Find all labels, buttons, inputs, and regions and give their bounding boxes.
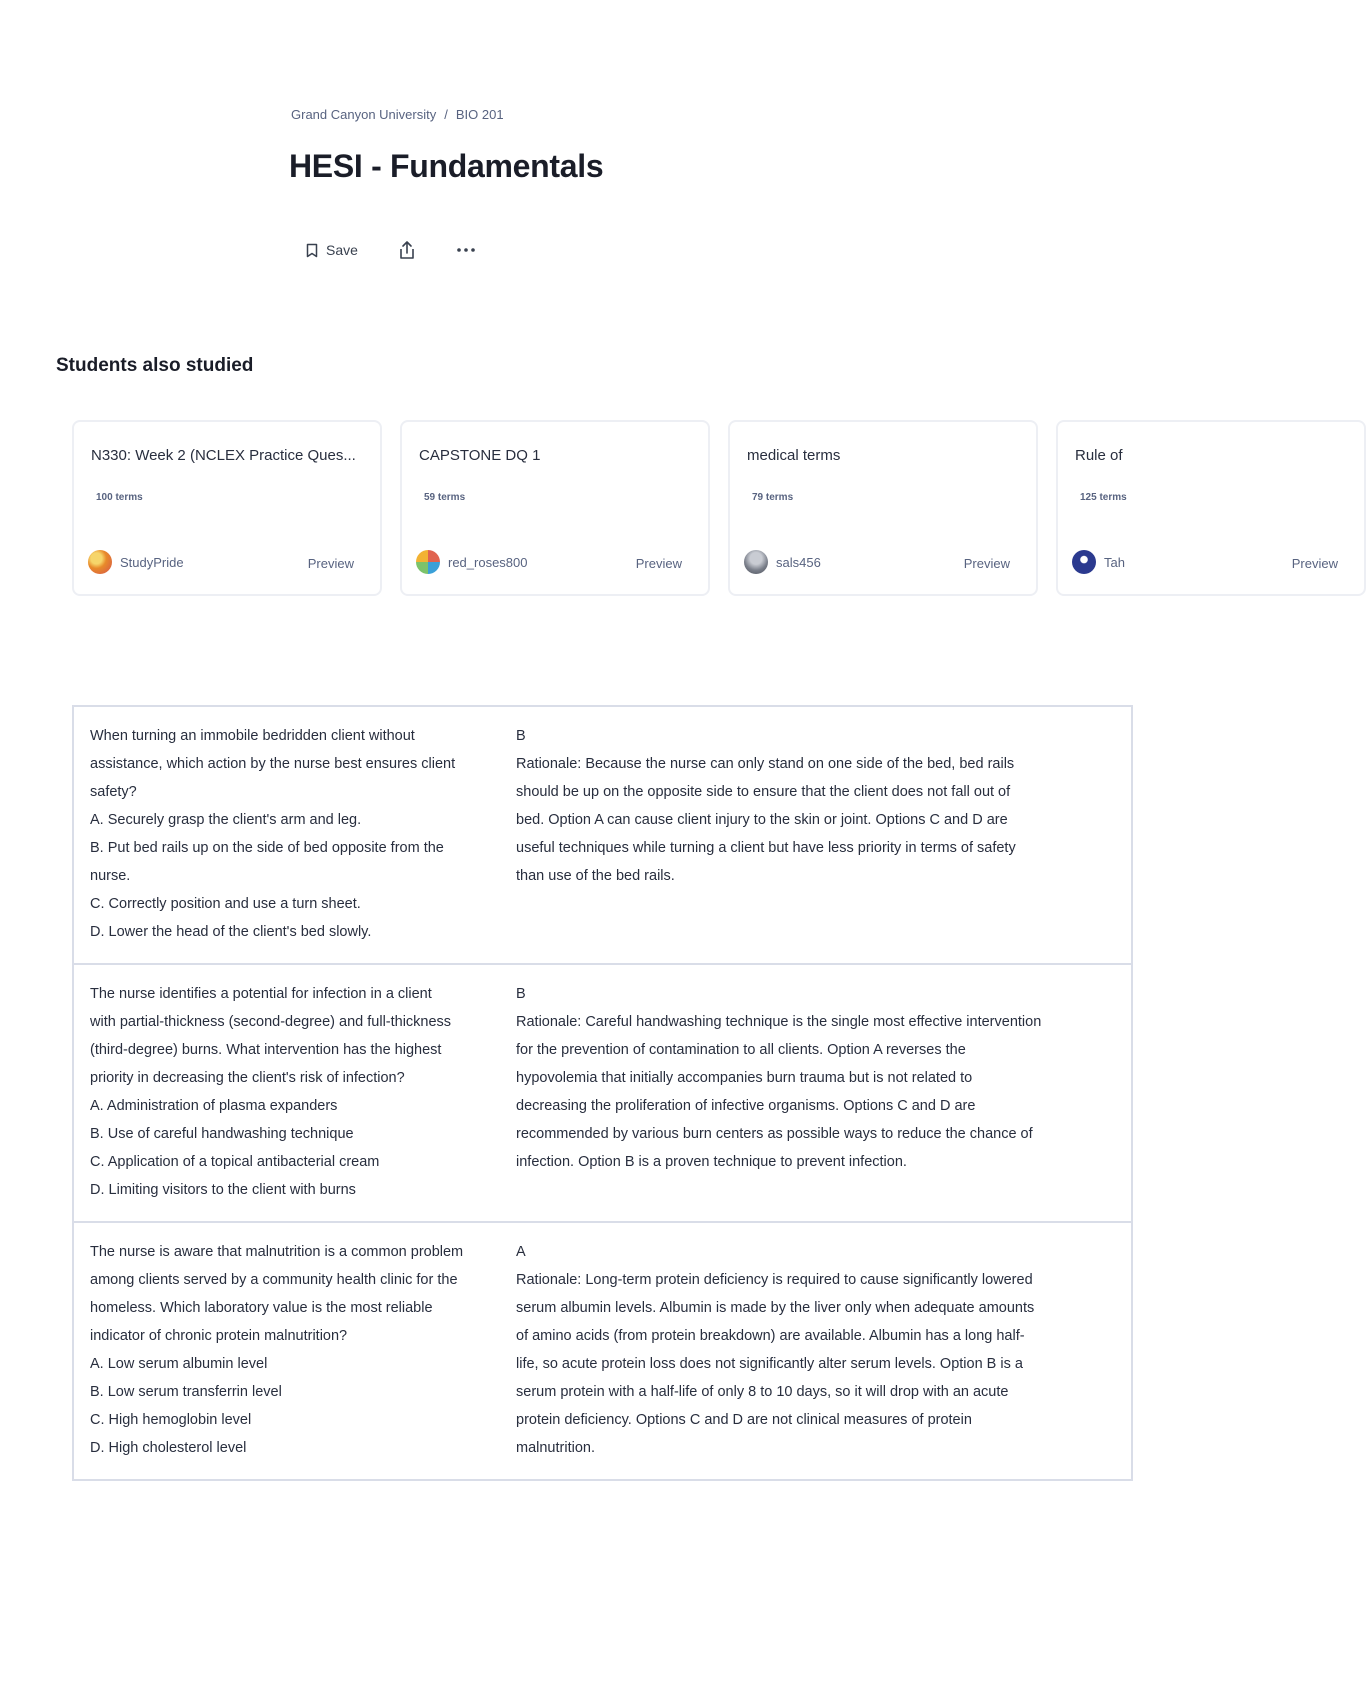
card-title: Rule of [1075,447,1123,464]
avatar [744,550,768,574]
preview-button[interactable]: Preview [963,556,1010,571]
related-set-card[interactable] [72,420,382,596]
card-author-name: red_roses800 [448,554,528,570]
card-author[interactable] [416,550,528,574]
card-term-count: 100 terms [96,492,143,503]
card-term-count: 79 terms [752,492,794,503]
breadcrumb [291,107,504,122]
flashcard-term: The nurse identifies a potential for infection in a client with partial-thickness (second-degree) and full-thickness (third-degree) burns. What intervention has the highest priority in decreasing the client's risk of infection? A. Administration of plasma expanders B. Use of careful handwashing technique C. Application of a topical antibacterial cream D. Limiting visitors to the client with burns [90,986,452,1198]
card-author-name: Tah [1104,554,1125,570]
save-label: Save [326,242,358,258]
flashcard-definition: A Rationale: Long-term protein deficiency is required to cause significantly lowered serum albumin levels. Albumin is made by the liver only when adequate amounts of amino acids (from protein breakdown) are available. Albumin has a long half- life, so acute protein loss does not significantly alter serum levels. Option B is a serum protein with a half-life of only 8 to 10 days, so it will drop with an acute protein deficiency. Options C and D are not clinical measures of protein malnutrition. [516,1244,1035,1456]
avatar [88,550,112,574]
card-author[interactable] [744,550,821,574]
set-actions [300,236,482,264]
card-author-name: StudyPride [120,554,184,570]
breadcrumb-item-school[interactable]: Grand Canyon University [291,107,437,122]
card-title: CAPSTONE DQ 1 [419,447,541,464]
flashcard-term: The nurse is aware that malnutrition is a common problem among clients served by a community health clinic for the homeless. Which laboratory value is the most reliable indicator of chronic protein malnutrition? A. Low serum albumin level B. Low serum transferrin level C. High hemoglobin level D. High cholesterol level [90,1244,464,1456]
related-set-card[interactable] [1056,420,1366,596]
students-also-studied-heading: Students also studied [56,355,254,376]
flashcard-row [74,1221,1131,1479]
breadcrumb-separator: / [444,107,448,122]
avatar [1072,550,1096,574]
breadcrumb-item-course[interactable]: BIO 201 [455,107,504,122]
page-title: HESI - Fundamentals [289,148,604,184]
card-term-count: 125 terms [1080,492,1127,503]
card-title: medical terms [747,447,841,464]
flashcard-term: When turning an immobile bedridden client without assistance, which action by the nurse best ensures client safety? A. Securely grasp the client's arm and leg. B. Put bed rails up on the side of bed opposite from the nurse. C. Correctly position and use a turn sheet. D. Lower the head of the client's bed slowly. [90,728,456,940]
related-sets-carousel [72,420,1338,605]
flashcard-row [74,963,1131,1221]
preview-button[interactable]: Preview [307,556,354,571]
bookmark-icon [306,243,318,258]
avatar [416,550,440,574]
related-set-card[interactable] [728,420,1038,596]
flashcard-definition: B Rationale: Careful handwashing technique is the single most effective intervention for the prevention of contamination to all clients. Option A reverses the hypovolemia that initially accompanies burn trauma but is not related to decreasing the proliferation of infective organisms. Options C and D are recommended by various burn centers as possible ways to reduce the chance of infection. Option B is a proven technique to prevent infection. [516,986,1042,1170]
card-title: N330: Week 2 (NCLEX Practice Ques... [91,447,356,464]
card-author-name: sals456 [776,554,821,570]
share-button[interactable] [392,236,422,264]
more-icon [456,247,476,253]
card-author[interactable] [1072,550,1125,574]
preview-button[interactable]: Preview [1291,556,1338,571]
card-author[interactable] [88,550,184,574]
card-term-count: 59 terms [424,492,466,503]
preview-button[interactable]: Preview [635,556,682,571]
flashcard-definition: B Rationale: Because the nurse can only stand on one side of the bed, bed rails should be up on the opposite side to ensure that the client does not fall out of bed. Option A can cause client injury to the skin or joint. Options C and D are useful techniques while turning a client but have less priority in terms of safety than use of the bed rails. [516,728,1016,884]
flashcard-list [72,705,1133,1481]
save-button[interactable] [300,238,364,262]
share-icon [398,240,416,260]
related-set-card[interactable] [400,420,710,596]
flashcard-row [74,707,1131,963]
more-options-button[interactable] [450,243,482,257]
